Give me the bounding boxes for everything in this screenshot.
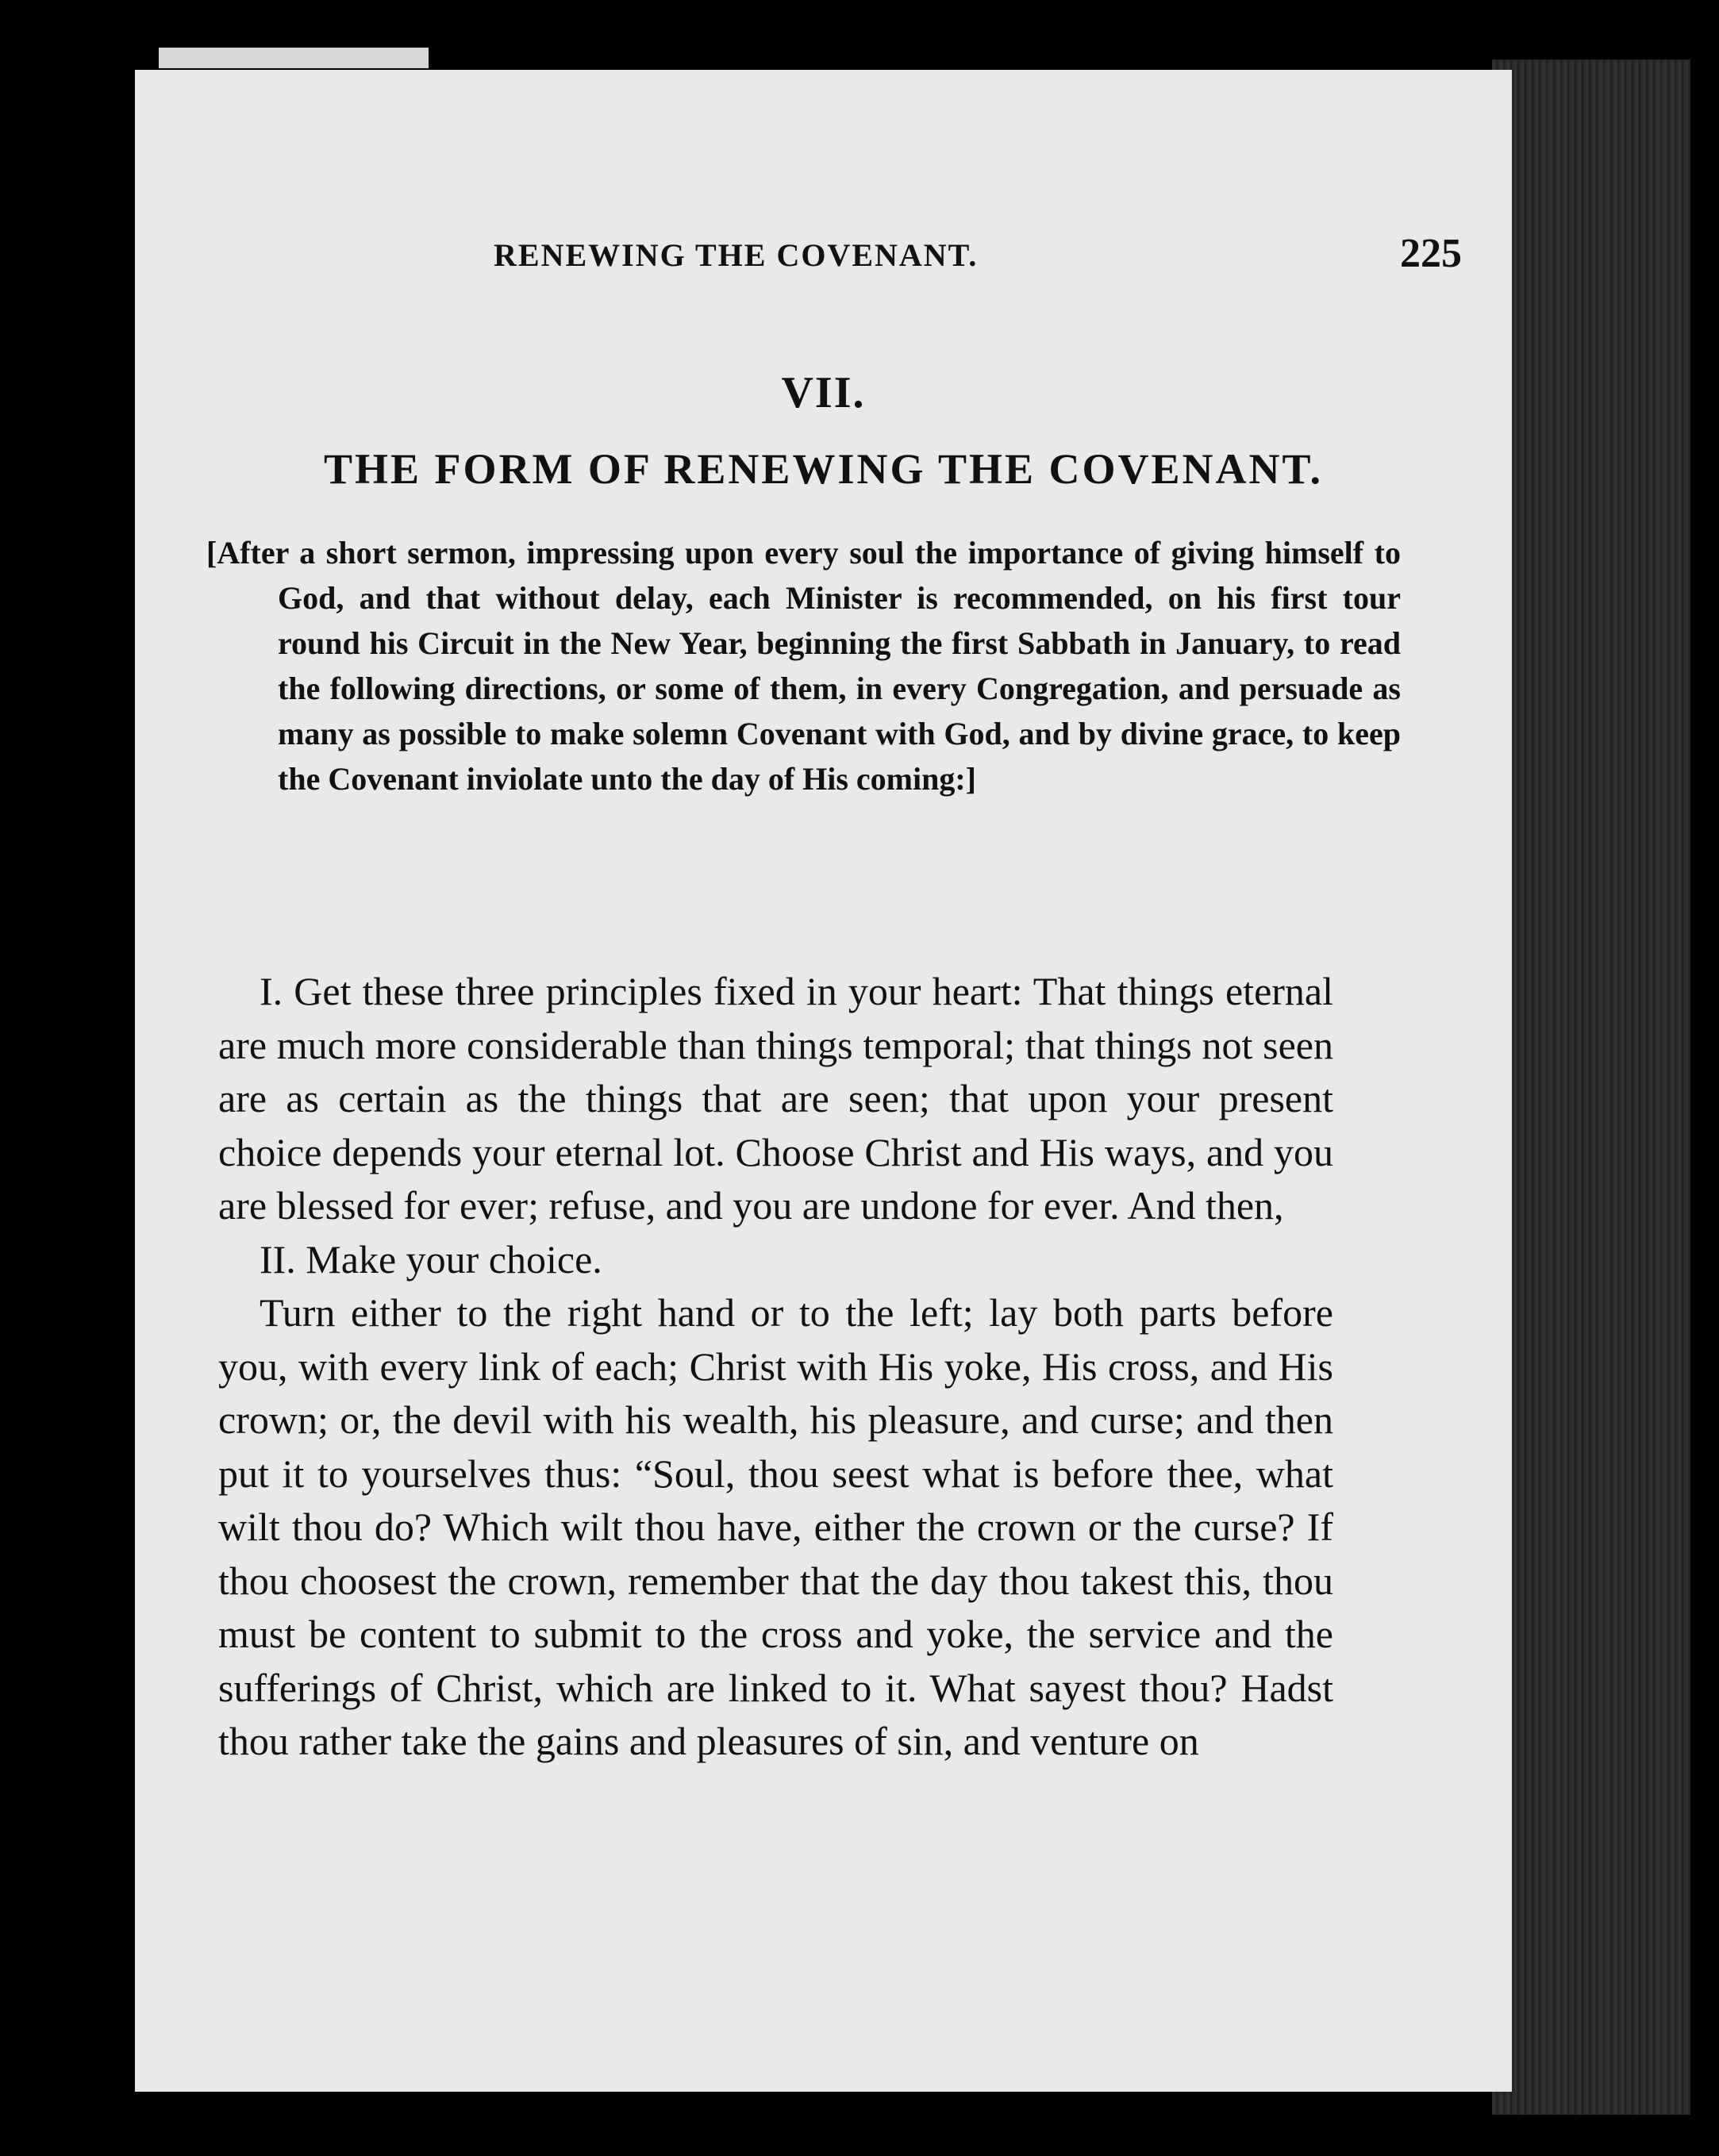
section-title: THE FORM OF RENEWING THE COVENANT. [323, 445, 1324, 493]
section-number: VII. [781, 368, 866, 417]
book-page [135, 70, 1512, 2092]
page-number: 225 [1400, 231, 1462, 276]
running-head [494, 231, 1462, 292]
binding-strip [159, 48, 429, 68]
book-cover-edge [1492, 60, 1690, 2115]
rubric-instructions: [After a short sermon, impressing upon every soul the importance of giving himself to God, and that without delay, each Minister is recommended, on his first tour round his Circuit in the New Year, beginning the first Sabbath in January, to read the following directions, or some of them, in every Congregation, and persuade as many as possible to make solemn Covenant with God, and by divine grace, to keep the Covenant inviolate unto the day of His coming:] [206, 535, 1401, 797]
body-text [218, 965, 1333, 1769]
paragraph-make-choice: II. Make your choice. [260, 1236, 602, 1282]
paragraph-turn-either: Turn either to the right hand or to the left; lay both parts before you, with every link of each; Christ with His yoke, His cross, and His crown; or, the devil with his wealth, his pleasure, and curse; and then put it to yourselves thus: “Soul, thou seest what is before thee, what wilt thou do? Which wilt thou have, either the crown or the curse? If thou choosest the crown, remember that the day thou takest this, thou must be content to submit to the cross and yoke, the service and the sufferings of Christ, which are linked to it. What sayest thou? Hadst thou rather take the gains and pleasures of sin, and venture on [218, 1290, 1333, 1763]
paragraph-principles: I. Get these three principles fixed in your heart: That things eternal are much more considerable than things temporal; that things not seen are as certain as the things that are seen; that upon your present choice depends your eternal lot. Choose Christ and His ways, and you are blessed for ever; refuse, and you are undone for ever. And then, [218, 969, 1333, 1228]
running-title: RENEWING THE COVENANT. [494, 237, 979, 273]
